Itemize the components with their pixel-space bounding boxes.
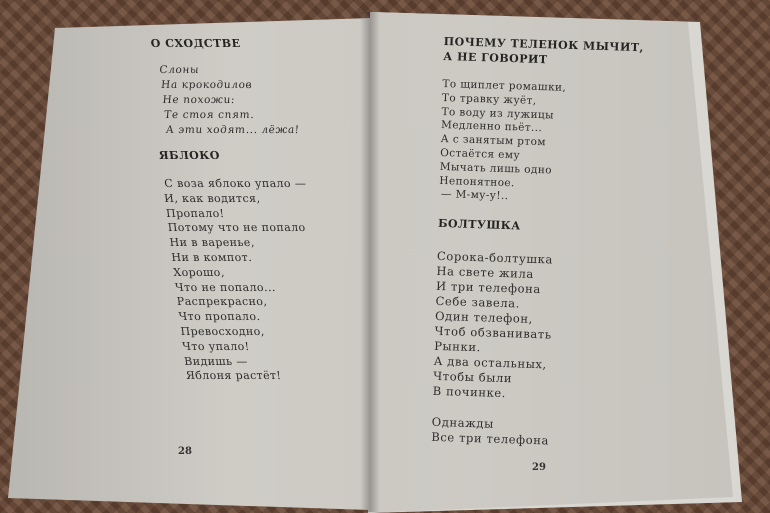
poem-lines: [159, 63, 301, 138]
poem-line: На крокодилов: [160, 79, 253, 91]
poem-title: БОЛТУШКА: [437, 217, 521, 233]
poem-line: Рынки.: [433, 339, 482, 355]
poem-line: И, как водится,: [163, 191, 261, 205]
poem-line: Непонятное.: [439, 174, 515, 189]
book-gutter: [360, 12, 380, 512]
poem-line: Сорока-болтушка: [436, 249, 554, 267]
poem-line: Себе завела.: [435, 294, 521, 311]
poem-line: Медленно пьёт...: [440, 119, 543, 135]
poem-line: — М-му-у!..: [440, 188, 509, 203]
poem-o-skhodstve: [150, 36, 300, 138]
poem-line: А эти ходят... лёжа!: [165, 124, 301, 136]
poem-yabloko: [158, 148, 331, 384]
poem-line: Мычать лишь одно: [439, 160, 553, 177]
poem-line: Один телефон,: [434, 309, 534, 327]
poem-line: Что упало!: [181, 339, 251, 353]
poem-line: И три телефона: [435, 279, 542, 297]
poem-line: Хорошо,: [172, 265, 226, 279]
poem-line: Ни в компот.: [170, 250, 253, 264]
poem-line: То травку жуёт,: [441, 91, 537, 107]
poem-line: То щиплет ромашки,: [442, 77, 567, 94]
poem-line: Все три телефона: [431, 429, 550, 448]
poem-line: Превосходно,: [179, 324, 266, 338]
poem-boltushka: [431, 216, 638, 451]
poem-line: На свете жила: [436, 264, 535, 282]
poem-title-line: ПОЧЕМУ ТЕЛЕНОК МЫЧИТ,: [443, 34, 645, 55]
poem-line: Чтоб обзванивать: [434, 324, 552, 342]
poem-line: Что пропало.: [177, 310, 262, 324]
poem-lines: [431, 249, 637, 451]
poem-line: Ни в варенье,: [168, 236, 256, 250]
poem-line: Те стоя спят.: [163, 109, 255, 121]
poem-pochemu-telenok-mychit: [439, 34, 644, 208]
poem-line: Чтобы были: [433, 369, 513, 386]
poem-lines: [162, 177, 331, 384]
poem-line: С воза яблоко упало —: [163, 177, 307, 190]
poem-line: То воду из лужицы: [441, 105, 555, 122]
poem-line: Яблоня растёт!: [185, 369, 283, 383]
poem-line: В починке.: [432, 383, 507, 401]
poem-title: ЯБЛОКО: [158, 149, 221, 162]
page-number: 29: [532, 462, 546, 473]
poem-lines: [439, 78, 643, 208]
poem-line: Что не попало...: [174, 280, 277, 294]
poem-title: [443, 34, 644, 70]
poem-line: Распрекрасно,: [176, 295, 268, 309]
poem-line: Слоны: [158, 64, 200, 76]
poem-line: Не похожи:: [162, 94, 236, 106]
right-page-text: [431, 34, 644, 451]
poem-title-line: А НЕ ГОВОРИТ: [443, 49, 548, 67]
page-number: 28: [178, 446, 192, 457]
poem-line: Пропало!: [165, 206, 226, 220]
poem-line: Однажды: [431, 414, 495, 431]
poem-line: Остаётся ему: [440, 146, 521, 162]
poem-line: Потому что не попало: [167, 221, 307, 235]
poem-line: А с занятым ртом: [440, 133, 547, 149]
poem-title: О СХОДСТВЕ: [150, 37, 242, 50]
poem-line: А два остальных,: [433, 354, 548, 372]
poem-line: Видишь —: [183, 354, 249, 368]
